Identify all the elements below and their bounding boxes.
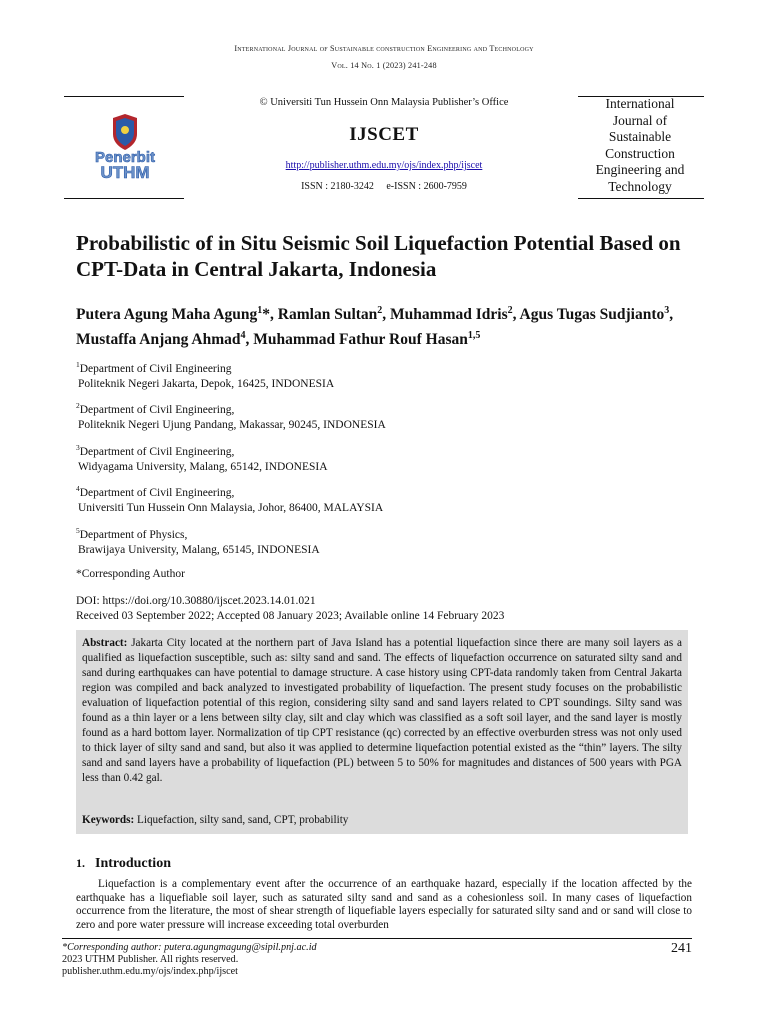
abstract-label: Abstract: <box>82 637 128 649</box>
side-title-line: Engineering and <box>595 162 685 177</box>
side-title-line: International <box>605 96 675 111</box>
affil-number: 2 <box>76 401 80 410</box>
issn-line: ISSN : 2180-3242 e-ISSN : 2600-7959 <box>301 181 467 192</box>
journal-header: International Journal of Sustainable construction Engineering and Technology <box>234 44 534 53</box>
journal-url-link[interactable]: http://publisher.uthm.edu.my/ojs/index.php/ijscet <box>285 160 483 171</box>
affil-inst: Politeknik Negeri Ujung Pandang, Makassar, 90245, INDONESIA <box>78 418 386 431</box>
affil-number: 1 <box>76 360 80 369</box>
affil-number: 5 <box>76 526 80 535</box>
received-dates: Received 03 September 2022; Accepted 08 January 2023; Available online 14 February 2023 <box>76 610 505 622</box>
corresponding-author-note: *Corresponding Author <box>76 568 185 580</box>
affiliation <box>76 357 716 392</box>
author-name: Mustaffa Anjang Ahmad <box>76 331 241 349</box>
affiliation <box>76 398 716 433</box>
affiliation <box>76 440 716 475</box>
author-affil-mark: 1 <box>257 305 263 316</box>
uthm-logo <box>80 112 170 182</box>
affil-dept: Department of Civil Engineering <box>79 362 232 375</box>
affiliation <box>76 481 716 516</box>
journal-acronym: IJSCET <box>349 124 419 145</box>
affil-dept: Department of Civil Engineering, <box>79 486 235 499</box>
keywords-label: Keywords: <box>82 814 135 826</box>
footer-site: publisher.uthm.edu.my/ojs/index.php/ijscet <box>62 966 239 977</box>
author-affil-mark: 4 <box>240 330 246 342</box>
author-list <box>76 300 716 350</box>
section-title: Introduction <box>95 856 171 871</box>
author-name: Muhammad Fathur Rouf Hasan <box>253 331 468 349</box>
section-heading <box>76 856 171 872</box>
author-separator: , <box>669 306 674 324</box>
author-name: Ramlan Sultan <box>277 306 378 324</box>
keywords <box>82 813 682 828</box>
author-affil-mark: 2 <box>377 305 383 316</box>
page-number: 241 <box>671 941 692 956</box>
affil-inst: Widyagama University, Malang, 65142, INDONESIA <box>78 460 328 473</box>
affil-inst: Politeknik Negeri Jakarta, Depok, 16425, INDONESIA <box>78 377 335 390</box>
side-title-line: Sustainable <box>608 129 672 144</box>
intro-paragraph: Liquefaction is a complementary event after the occurrence of an earthquake hazard, especially if the location affected by the earthquake has a liquefiable soil layer, such as saturated silty sand and sand as a cohesionless soil. In many cases of liquefaction occurrence from the literature, the most of shear strength of liquefiable layers especially for saturated silty sand and or sand will close to zero and pore water pressure will increase exceeding total overburden <box>76 878 692 931</box>
uthm-logo-icon <box>80 112 170 182</box>
logo-text-uthm: UTHM <box>100 163 150 182</box>
footer-copyright: 2023 UTHM Publisher. All rights reserved. <box>62 954 239 965</box>
author-separator: , <box>245 331 254 349</box>
header-rule-right-bottom <box>578 198 704 199</box>
keywords-list: Liquefaction, silty sand, sand, CPT, probability <box>137 814 349 826</box>
affil-dept: Department of Physics, <box>79 528 188 541</box>
author-separator: , <box>382 306 391 324</box>
author-name: Putera Agung Maha Agung <box>76 306 258 324</box>
header-rule-left-bottom <box>64 198 184 199</box>
author-affil-mark: 1,5 <box>467 330 481 342</box>
publisher-office: © Universiti Tun Hussein Onn Malaysia Publisher’s Office <box>259 97 509 108</box>
side-title-line: Technology <box>608 178 672 194</box>
doi-line: DOI: https://doi.org/10.30880/ijscet.2023.14.01.021 <box>76 595 316 607</box>
volume-line: Vol. 14 No. 1 (2023) 241-248 <box>331 61 437 70</box>
affil-number: 4 <box>76 484 80 493</box>
footer-rule <box>62 938 692 939</box>
section-number: 1. <box>76 856 85 870</box>
author-separator: *, <box>262 306 278 324</box>
affil-inst: Brawijaya University, Malang, 65145, INDONESIA <box>78 543 320 556</box>
logo-text-penerbit: Penerbit <box>94 149 156 166</box>
affil-inst: Universiti Tun Hussein Onn Malaysia, Johor, 86400, MALAYSIA <box>78 501 384 514</box>
paper-title: Probabilistic of in Situ Seismic Soil Liquefaction Potential Based on CPT-Data in Central Jakarta, Indonesia <box>76 231 681 281</box>
affil-dept: Department of Civil Engineering, <box>79 445 235 458</box>
abstract-text <box>82 636 682 786</box>
abstract-body: Jakarta City located at the northern part of Java Island has a potential liquefaction since there are many soil layers as a qualified as liquefaction susceptible, such as: silty sand and sand. The effects of liquefaction occurrence on saturated silty sand and sand during earthquakes can have potential to damage structure. A case history using CPT-data randomly taken from Central Jakarta region was compiled and back analyzed to investigated probability of liquefaction. The present study focuses on the probabilistic evaluation of liquefaction potential of this region, considering silty sand and sand layers related to CPT soundings. Silty sand was found as a thin layer or a lens between silty clay, silt and clay which was classified as a soft soil layer, and the sand layer is mostly found as a hard bottom layer. Normalization of tip CPT resistance (qc) corrected by an effective overburden stress was not only used to thick layer of silty sand and sand, but also it was applied to determine liquefaction potential existed as the “thin” layers. The silty sand and sand layers have a probability of liquefaction (PL) between 5 to 50% for magnitudes and distances of 500 years with PGA less than 0.42 gal. <box>82 637 683 784</box>
side-journal-title <box>576 96 704 195</box>
affil-number: 3 <box>76 443 80 452</box>
affiliation <box>76 523 716 558</box>
author-affil-mark: 3 <box>664 305 670 316</box>
author-affil-mark: 2 <box>507 305 513 316</box>
footer-corresponding-email: *Corresponding author: putera.agungmagung@sipil.pnj.ac.id <box>62 942 317 953</box>
affil-dept: Department of Civil Engineering, <box>79 403 235 416</box>
side-title-line: Journal of <box>612 112 668 128</box>
author-separator: , <box>512 306 520 324</box>
author-name: Agus Tugas Sudjianto <box>519 306 665 324</box>
author-name: Muhammad Idris <box>390 306 508 324</box>
header-rule-left <box>64 96 184 97</box>
side-title-line: Construction <box>605 145 675 161</box>
